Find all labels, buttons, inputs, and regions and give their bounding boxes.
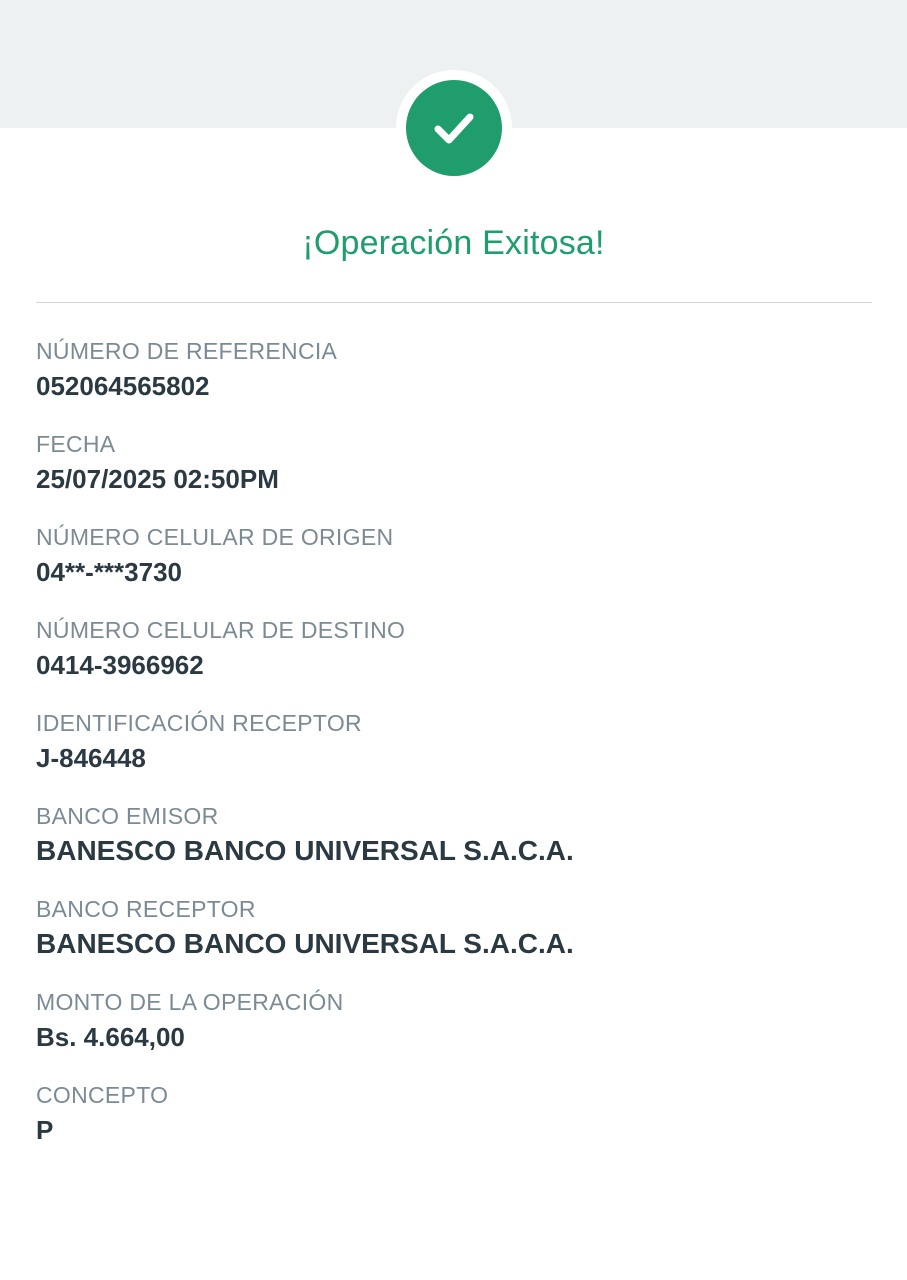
field-value: 04**-***3730 bbox=[36, 557, 183, 587]
success-badge-circle bbox=[406, 80, 502, 176]
field-label: BANCO RECEPTOR bbox=[36, 896, 256, 922]
field-value: 0414-3966962 bbox=[36, 650, 204, 680]
list-item bbox=[36, 615, 872, 683]
list-item bbox=[36, 429, 872, 497]
list-item bbox=[36, 801, 872, 869]
field-value: J-846448 bbox=[36, 743, 146, 773]
field-value: 25/07/2025 02:50PM bbox=[36, 464, 279, 494]
list-item bbox=[36, 987, 872, 1055]
field-label: NÚMERO CELULAR DE ORIGEN bbox=[36, 524, 394, 550]
field-label: MONTO DE LA OPERACIÓN bbox=[36, 989, 344, 1015]
success-badge-ring bbox=[396, 70, 512, 186]
field-value: Bs. 4.664,00 bbox=[36, 1022, 185, 1052]
divider bbox=[36, 302, 872, 303]
success-badge bbox=[0, 70, 907, 186]
page-title: ¡Operación Exitosa! bbox=[302, 224, 605, 262]
receipt-details bbox=[36, 336, 872, 1173]
check-icon bbox=[426, 100, 482, 156]
field-label: CONCEPTO bbox=[36, 1082, 169, 1108]
list-item bbox=[36, 522, 872, 590]
field-label: FECHA bbox=[36, 431, 116, 457]
field-label: IDENTIFICACIÓN RECEPTOR bbox=[36, 710, 362, 736]
field-value: BANESCO BANCO UNIVERSAL S.A.C.A. bbox=[36, 835, 574, 866]
list-item bbox=[36, 1080, 872, 1148]
list-item bbox=[36, 894, 872, 962]
field-label: BANCO EMISOR bbox=[36, 803, 219, 829]
field-value: P bbox=[36, 1115, 54, 1145]
field-value: 052064565802 bbox=[36, 371, 210, 401]
list-item bbox=[36, 708, 872, 776]
field-value: BANESCO BANCO UNIVERSAL S.A.C.A. bbox=[36, 928, 574, 959]
list-item bbox=[36, 336, 872, 404]
field-label: NÚMERO DE REFERENCIA bbox=[36, 338, 338, 364]
field-label: NÚMERO CELULAR DE DESTINO bbox=[36, 617, 406, 643]
